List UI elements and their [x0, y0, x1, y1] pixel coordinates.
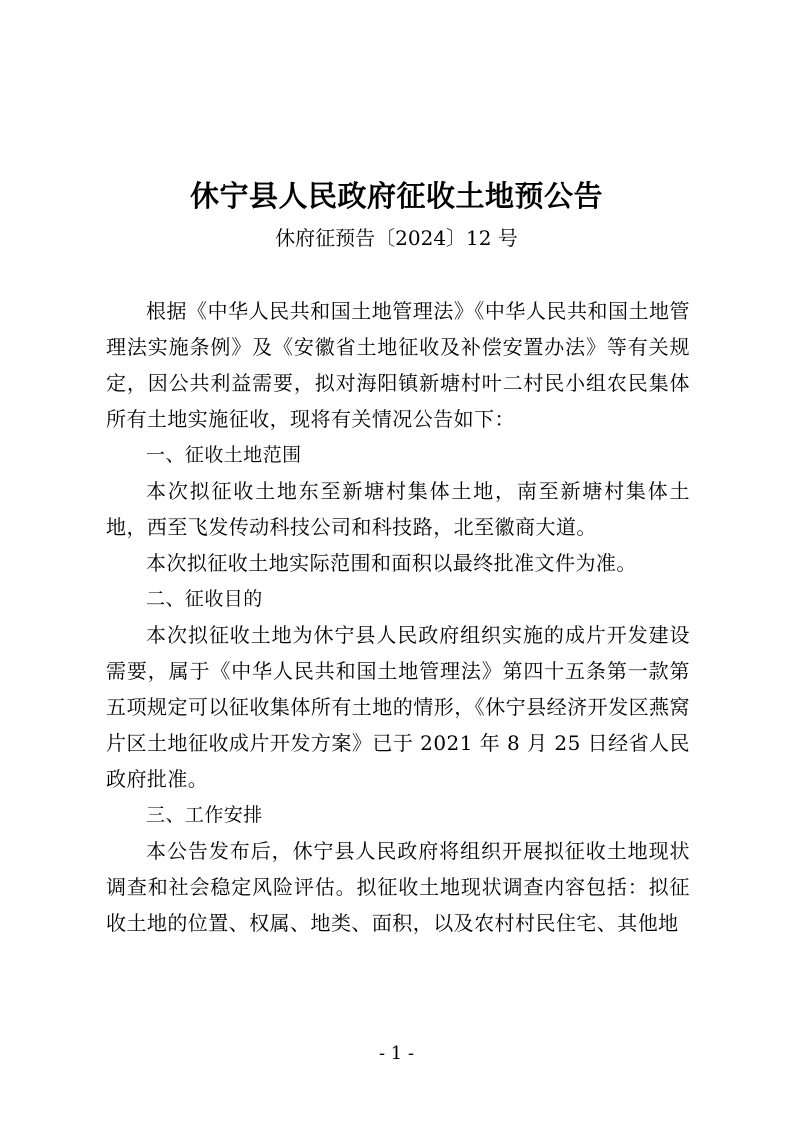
document-body: [106, 293, 690, 941]
purpose-paragraph: 本次拟征收土地为休宁县人民政府组织实施的成片开发建设需要，属于《中华人民共和国土地管理法》第四十五条第一款第五项规定可以征收集体所有土地的情形，《休宁县经济开发区燕窝片区土地征收成片开发方案》已于 2021 年 8 月 25 日经省人民政府批准。: [106, 623, 690, 791]
section-heading-arrangement: 三、工作安排: [146, 804, 263, 826]
document-title: 休宁县人民政府征收土地预公告: [189, 179, 603, 213]
scope-paragraph: 本次拟征收土地东至新塘村集体土地，南至新塘村集体土地，西至飞发传动科技公司和科技路，北至徽商大道。: [106, 479, 690, 539]
section-heading-scope: 一、征收土地范围: [146, 444, 302, 466]
page-number: - 1 -: [378, 1043, 415, 1064]
arrangement-paragraph: 本公告发布后，休宁县人民政府将组织开展拟征收土地现状调查和社会稳定风险评估。拟征收土地现状调查内容包括：拟征收土地的位置、权属、地类、面积，以及农村村民住宅、其他地: [106, 839, 690, 935]
scope-note-paragraph: 本次拟征收土地实际范围和面积以最终批准文件为准。: [146, 551, 637, 575]
document-number: 休府征预告〔2024〕12 号: [275, 226, 518, 250]
intro-paragraph: 根据《中华人民共和国土地管理法》《中华人民共和国土地管理法实施条例》及《安徽省土地征收及补偿安置办法》等有关规定，因公共利益需要，拟对海阳镇新塘村叶二村民小组农民集体所有土地实施征收，现将有关情况公告如下：: [106, 299, 690, 431]
section-heading-purpose: 二、征收目的: [146, 588, 263, 610]
